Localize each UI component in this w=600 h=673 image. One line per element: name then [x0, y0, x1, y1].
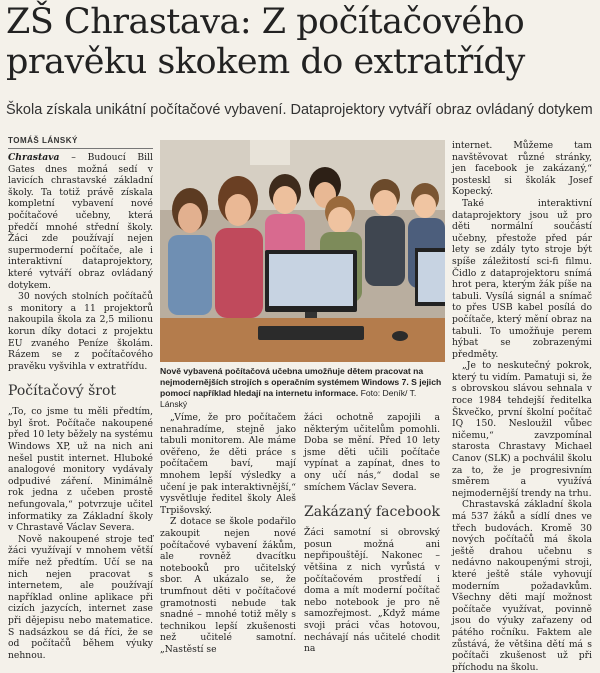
paragraph: 30 nových stolních počítačů s monitory a 11 projektorů nakoupila škola za 2,5 milionu korun díky dotaci z projektu EU zvaného Peníze školám. Rázem se z počítačového pravěku vyšvihla v extratřídu.: [8, 291, 153, 372]
paragraph: Nově nakoupené stroje teď žáci využívají v mnohem větší míře než předtím. Učí se na nich nejen pracovat s internetem, ale používají například online aplikace při cizích jazycích, internet zase při dějepisu nebo matematice. S nadsázkou se dá říci, že se od počítačů během výuky nehnou.: [8, 533, 153, 661]
paragraph: Žáci samotní si obrovský posun možná ani nepřipouštějí. Nakonec – většina z nich vyrůstá v počítačovém prostředí i doma a mít moderní počítač nebo notebook je pro ně samozřejmost. „Když máme svoji práci včas hotovou, nechávají nás učitelé chodit na: [304, 527, 440, 655]
paragraph: internet. Můžeme tam navštěvovat různé stránky, jen facebook je zakázaný,“ posteskl si školák Josef Kopecký.: [452, 140, 592, 198]
article-column-1: [8, 152, 153, 661]
paragraph: Také interaktivní dataprojektory jsou už pro děti normální součástí učebny, přestože před pár lety se zdály tyto stroje být spíše záležitostí sci-fi filmu. Čidlo z dataprojektoru snímá hrot pera, kterým žák píše na tabuli. Vysílá signál a snímač to přes USB kabel posílá do počítače, který mění obraz na tabuli. To umožňuje perem hýbat se zobrazenými předměty.: [452, 197, 592, 360]
headline: ZŠ Chrastava: Z počítačového pravěku skokem do extratřídy: [6, 2, 525, 82]
photo-illustration: [160, 140, 445, 362]
paragraph: „To, co jsme tu měli předtím, byl šrot. Počítače nakoupené před 10 lety běžely na systému Windows XP, už na nich ani nešel pustit internet. Hluboké analogové monitory vydávaly odpudivé záření. Minimálně rok jedna z učeben prostě nefungovala,“ potvrzuje učitel informatiky za Základní školy v Chrastavě Václav Severa.: [8, 406, 153, 534]
byline-rule: [8, 148, 153, 149]
author-byline: TOMÁŠ LÁNSKÝ: [8, 136, 78, 145]
caption-text: Nově vybavená počítačová učebna umožňuje dětem pracovat na nejmodernějších strojích s operačním systémem Windows 7. S jejich pomocí například hledají na internetu informace.: [160, 366, 442, 398]
paragraph: Chrastavská základní škola má 537 žáků a sídlí dnes ve třech budovách. Kromě 30 nových počítačů má škola ještě drahou učebnu s nedávno nakoupenými stroji, které ještě stále vyhovují moderním požadavkům. Všechny děti mají možnost počítače využívat, povinně jsou do výuky zařazeny od pátého ročníku. Faktem ale zůstává, že většina dětí má s počítači zkušenost už při příchodu na školu.: [452, 499, 592, 673]
article-column-3: [304, 412, 440, 655]
lead-paragraph: [8, 152, 153, 291]
paragraph: žáci ochotně zapojili a některým učitelům pomohli. Doba se mění. Před 10 lety jsme děti učili počítače vypínat a zapínat, dnes to ony učí nás,“ dodal se smíchem Václav Severa.: [304, 412, 440, 493]
paragraph: „Víme, že pro počítačem nenahradíme, stejně jako tabuli monitorem. Ale máme ověřeno, že děti práce s počítačem baví, mají mnohem lepší výsledky a učení je pak interaktivnější,“ vysvětluje ředitel školy Aleš Trpišovský.: [160, 412, 296, 516]
article-column-2: [160, 412, 296, 655]
lead-text: – Budoucí Bill Gates dnes možná sedí v lavicích chrastavské základní školy. Ta totiž právě získala kompletní vybavení nové počítačové učebny, která předčí mnohé střední školy. Žáci zde používají nejen supermoderní počítače, ale i interaktivní dataprojektory, které vytváří obraz ovládaný dotykem.: [8, 152, 153, 291]
photo-caption: [160, 366, 445, 410]
subheadline: Škola získala unikátní počítačové vybavení. Dataprojektory vytváří obraz ovládaný dotykem: [6, 102, 593, 118]
section-heading-zakazany-facebook: Zakázaný facebook: [304, 504, 440, 521]
classroom-photo: [160, 140, 445, 362]
section-heading-pocitacovy-srot: Počítačový šrot: [8, 383, 117, 400]
article-column-4: [452, 140, 592, 673]
lead-place: Chrastava: [8, 152, 60, 163]
photo-credit: Foto: Deník/ T. Lánský: [160, 388, 417, 409]
paragraph: „Je to neskutečný pokrok, který tu vidím. Pamatuji si, že s obrovskou slávou sehnala v roce 1984 tehdejší ředitelka Škvečko, první školní počítač IQ 150. Nesloužil vůbec ničemu,“ zavzpomínal starosta Chrastavy Michael Canov (SLK) a pochválil školu za to, že je progresivním směrem a využívá nejmodernější trendy na trhu.: [452, 360, 592, 499]
paragraph: Z dotace se škole podařilo zakoupit nejen nové počítačové vybavení žákům, ale rovněž dvacítku notebooků pro učitelský sbor. A ukázalo se, že trumfnout děti v počítačové gramotnosti nebude tak snadné – mnohé totiž měly s technikou lepší zkušenosti než učitelé samotní. „Nastěstí se: [160, 516, 296, 655]
